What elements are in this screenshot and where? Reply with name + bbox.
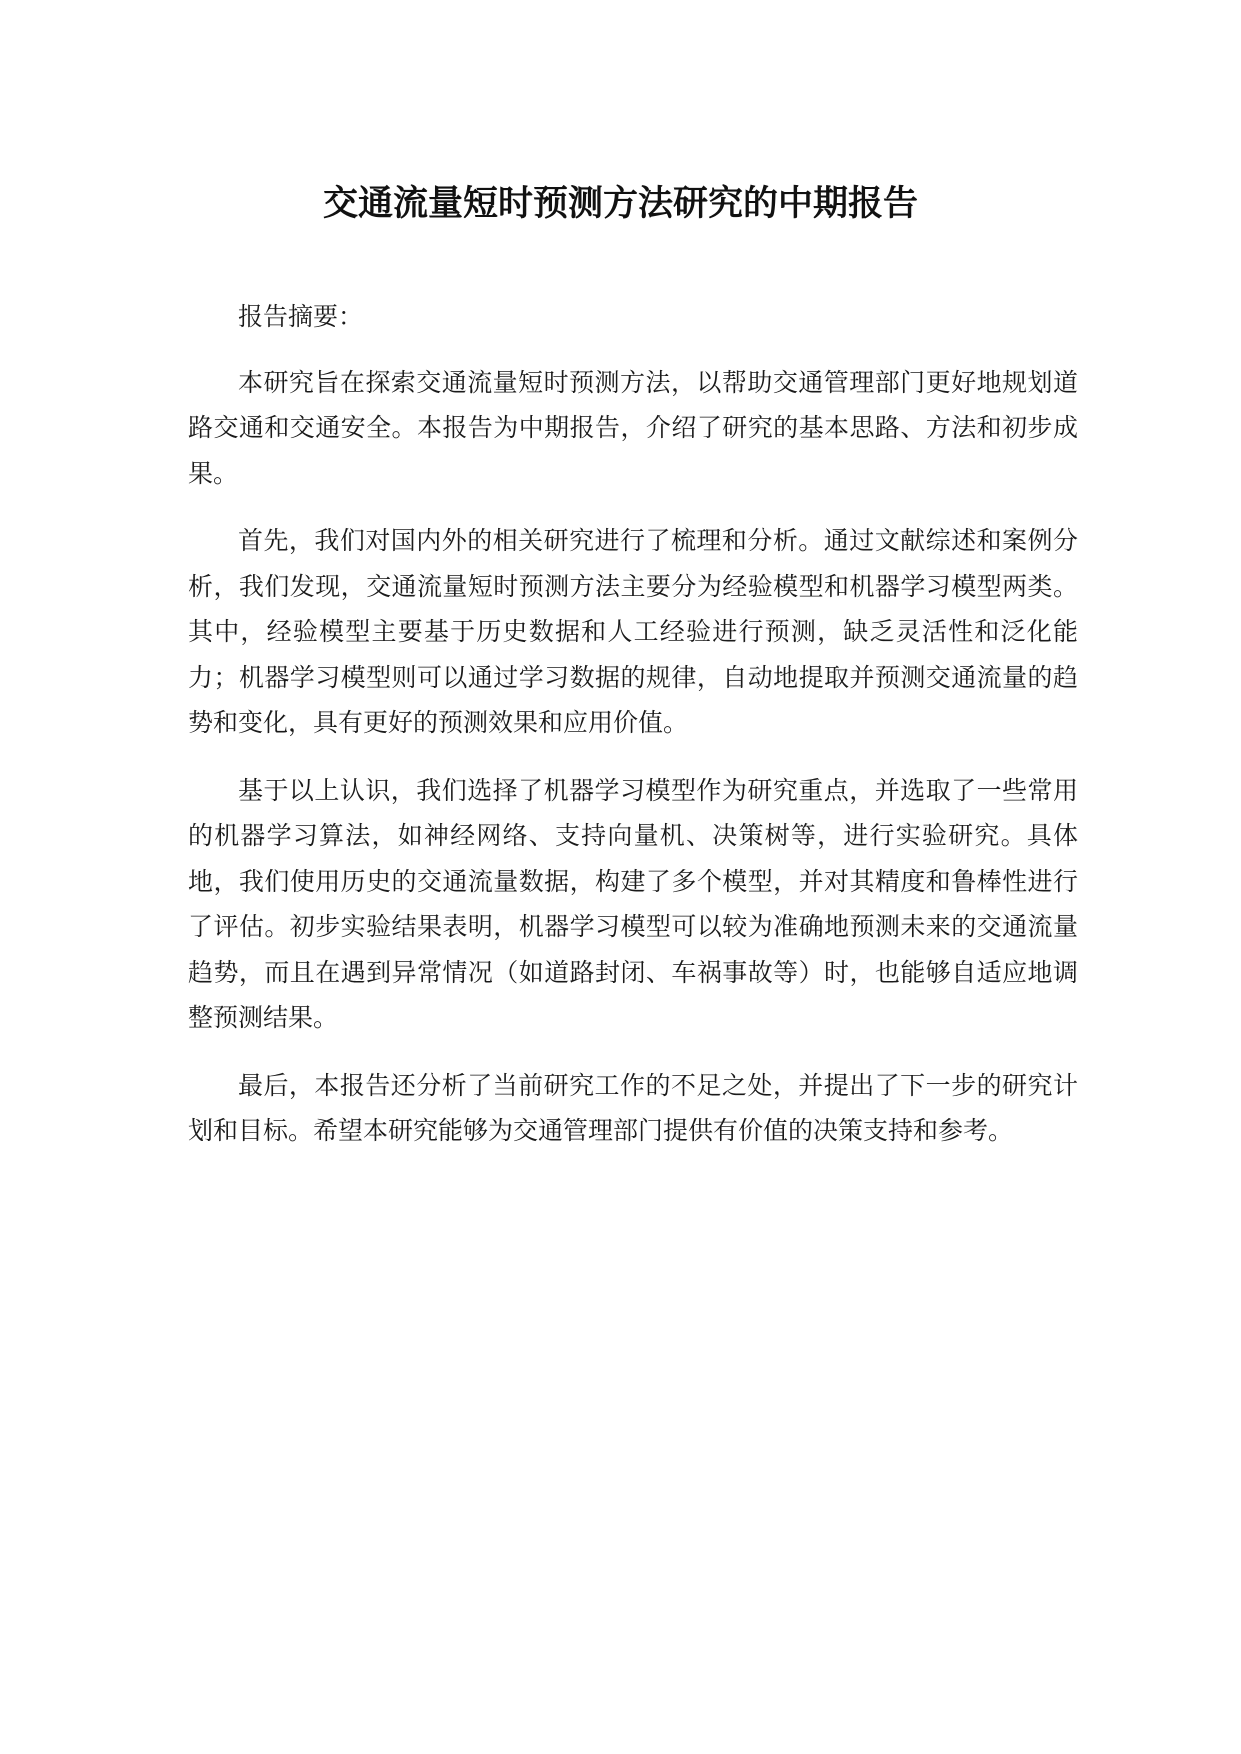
document-body [188, 294, 1078, 1176]
abstract-heading: 报告摘要： [238, 302, 364, 331]
paragraph-conclusion: 最后，本报告还分析了当前研究工作的不足之处，并提出了下一步的研究计划和目标。希望本研究能够为交通管理部门提供有价值的决策支持和参考。 [188, 1070, 1078, 1145]
document-title: 交通流量短时预测方法研究的中期报告 [322, 184, 918, 224]
paragraph-intro: 本研究旨在探索交通流量短时预测方法，以帮助交通管理部门更好地规划道路交通和交通安全。本报告为中期报告，介绍了研究的基本思路、方法和初步成果。 [188, 367, 1078, 488]
paragraph-experiments: 基于以上认识，我们选择了机器学习模型作为研究重点，并选取了一些常用的机器学习算法，如神经网络、支持向量机、决策树等，进行实验研究。具体地，我们使用历史的交通流量数据，构建了多个模型，并对其精度和鲁棒性进行了评估。初步实验结果表明，机器学习模型可以较为准确地预测未来的交通流量趋势，而且在遇到异常情况（如道路封闭、车祸事故等）时，也能够自适应地调整预测结果。 [188, 775, 1078, 1032]
paragraph-literature-review: 首先，我们对国内外的相关研究进行了梳理和分析。通过文献综述和案例分析，我们发现，交通流量短时预测方法主要分为经验模型和机器学习模型两类。其中，经验模型主要基于历史数据和人工经验进行预测，缺乏灵活性和泛化能力；机器学习模型则可以通过学习数据的规律，自动地提取并预测交通流量的趋势和变化，具有更好的预测效果和应用价值。 [188, 526, 1078, 737]
